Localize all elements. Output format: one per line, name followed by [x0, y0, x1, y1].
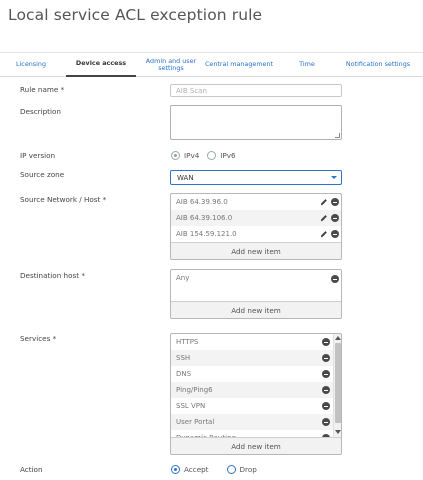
list-item-label: User Portal — [176, 418, 215, 426]
accept-option[interactable] — [171, 465, 209, 474]
source-zone-select[interactable] — [170, 170, 342, 185]
action-label: Action — [20, 465, 43, 474]
services-label: Services * — [20, 334, 57, 343]
list-item-label: Any — [176, 274, 190, 282]
tab-admin-and-user-settings[interactable]: Admin and user settings — [145, 56, 197, 72]
rule-name-input[interactable]: AIB Scan — [170, 84, 342, 97]
pencil-icon[interactable] — [320, 198, 328, 206]
list-item[interactable] — [171, 366, 333, 382]
description-label: Description — [20, 107, 61, 116]
pencil-icon[interactable] — [320, 230, 328, 238]
services-list — [170, 333, 342, 455]
remove-icon[interactable] — [331, 198, 339, 206]
pencil-icon[interactable] — [320, 214, 328, 222]
remove-icon[interactable] — [331, 214, 339, 222]
remove-icon[interactable] — [322, 370, 330, 378]
list-item[interactable] — [171, 350, 333, 366]
list-item[interactable] — [171, 414, 333, 430]
source-network-label: Source Network / Host * — [20, 195, 107, 204]
remove-icon[interactable] — [322, 354, 330, 362]
ipv4-option-label: IPv4 — [184, 151, 200, 160]
add-new-item-button[interactable]: Add new item — [171, 301, 341, 318]
list-item[interactable] — [171, 398, 333, 414]
rule-name-label: Rule name * — [20, 85, 65, 94]
destination-host-list — [170, 269, 342, 319]
remove-icon[interactable] — [322, 418, 330, 426]
add-new-item-button[interactable]: Add new item — [171, 242, 341, 259]
list-item-label: AIB 64.39.106.0 — [176, 214, 233, 222]
scroll-down-icon[interactable] — [335, 430, 341, 434]
list-item-label: DNS — [176, 370, 192, 378]
remove-icon[interactable] — [331, 230, 339, 238]
remove-icon[interactable] — [322, 338, 330, 346]
accept-option-label: Accept — [184, 465, 209, 474]
resize-handle-icon[interactable] — [335, 133, 340, 138]
drop-option-label: Drop — [239, 465, 257, 474]
list-item[interactable] — [171, 270, 341, 286]
scroll-up-icon[interactable] — [335, 336, 341, 340]
remove-icon[interactable] — [322, 402, 330, 410]
list-item-label: HTTPS — [176, 338, 199, 346]
remove-icon[interactable] — [322, 386, 330, 394]
source-zone-label: Source zone — [20, 170, 65, 179]
list-item[interactable] — [171, 382, 333, 398]
ipv6-radio[interactable] — [207, 151, 216, 160]
description-textarea[interactable] — [170, 105, 342, 140]
services-scrollbar[interactable] — [333, 334, 341, 438]
destination-host-label: Destination host * — [20, 271, 85, 280]
ipv4-option[interactable] — [171, 151, 199, 160]
chevron-down-icon — [331, 176, 337, 179]
remove-icon[interactable] — [331, 275, 339, 283]
accept-radio[interactable] — [171, 465, 180, 474]
page-title: Local service ACL exception rule — [8, 6, 263, 24]
ipv6-option[interactable] — [207, 151, 235, 160]
list-item[interactable] — [171, 210, 341, 226]
ip-version-radio-group — [171, 151, 244, 160]
drop-radio[interactable] — [227, 465, 236, 474]
list-item-label: SSL VPN — [176, 402, 206, 410]
tab-central-management[interactable]: Central management — [204, 60, 274, 69]
source-zone-value: WAN — [177, 173, 194, 182]
ipv4-radio[interactable] — [171, 151, 180, 160]
list-item-label: AIB 64.39.96.0 — [176, 198, 228, 206]
scrollbar-thumb[interactable] — [335, 343, 341, 423]
list-item-label: AIB 154.59.121.0 — [176, 230, 237, 238]
action-radio-group — [171, 465, 265, 474]
source-network-list — [170, 193, 342, 260]
tab-licensing[interactable]: Licensing — [15, 60, 47, 69]
list-item[interactable] — [171, 334, 333, 350]
list-item-label: Ping/Ping6 — [176, 386, 213, 394]
list-item[interactable] — [171, 194, 341, 210]
tab-bar — [0, 52, 423, 77]
ip-version-label: IP version — [20, 151, 56, 160]
tab-notification-settings[interactable]: Notification settings — [345, 60, 411, 69]
add-new-item-button[interactable]: Add new item — [171, 437, 341, 454]
list-item-label: SSH — [176, 354, 191, 362]
list-item[interactable] — [171, 226, 341, 242]
ipv6-option-label: IPv6 — [220, 151, 236, 160]
tab-device-access[interactable]: Device access — [66, 53, 136, 77]
drop-option[interactable] — [227, 465, 257, 474]
tab-time[interactable]: Time — [299, 60, 315, 69]
